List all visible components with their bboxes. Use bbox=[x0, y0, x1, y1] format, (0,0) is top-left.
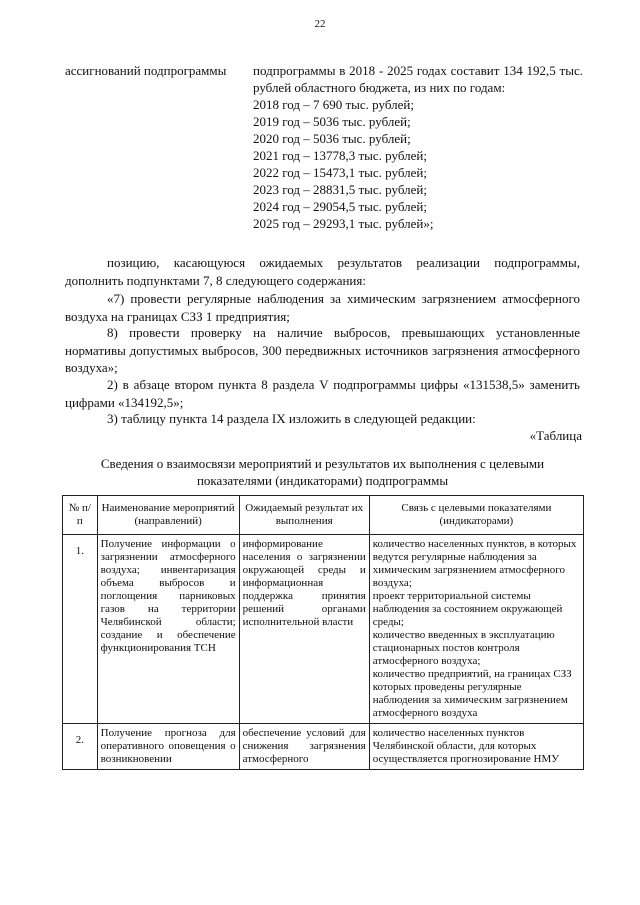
header-activity: Наименование мероприятий (направлений) bbox=[97, 496, 239, 535]
page-number: 22 bbox=[314, 18, 326, 30]
paragraph-table-edit: 3) таблицу пункта 14 раздела IX изложить в следующей редакции: bbox=[107, 411, 476, 426]
paragraph-results: позицию, касающуюся ожидаемых результатов реализации подпрограммы, дополнить подпунктами 7, 8 следующего содержания: bbox=[65, 255, 580, 288]
allocation-label: ассигнований подпрограммы bbox=[65, 63, 227, 78]
paragraph-replace-figures: 2) в абзаце втором пункта 8 раздела V подпрограммы цифры «131538,5» заменить цифрами «134192,5»; bbox=[65, 377, 580, 410]
row-number: 2. bbox=[63, 724, 98, 770]
table-header-row bbox=[63, 496, 584, 535]
row-indicators bbox=[369, 724, 583, 770]
paragraph-item-7: «7) провести регулярные наблюдения за химическим загрязнением атмосферного воздуха на границах СЗЗ 1 предприятия; bbox=[65, 291, 580, 324]
indicators-table bbox=[62, 495, 584, 770]
table-row bbox=[63, 535, 584, 724]
table-row bbox=[63, 724, 584, 770]
row-result: информирование населения о загрязнении окружающей среды и информационная поддержка принятия решений органами исполнительной власти bbox=[239, 535, 369, 724]
year-line: 2021 год – 13778,3 тыс. рублей; bbox=[253, 148, 427, 163]
paragraph-item-8: 8) провести проверку на наличие выбросов, превышающих установленные нормативы допустимых выбросов, 300 передвижных источников загрязнения атмосферного воздуха»; bbox=[65, 325, 580, 375]
table-label: «Таблица bbox=[529, 428, 582, 443]
indicator-item: количество предприятий, на границах СЗЗ которых проведены регулярные наблюдения за химическим загрязнением атмосферного воздуха bbox=[372, 668, 572, 719]
row-activity: Получение информации о загрязнении атмосферного воздуха; инвентаризация объема выбросов и поглощения парниковых газов на территории Челябинской области; создание и обеспечение функционирования ТСН bbox=[97, 535, 239, 724]
indicator-item: проект территориальной системы наблюдения за состоянием окружающей среды; bbox=[372, 590, 563, 628]
table-caption: Сведения о взаимосвязи мероприятий и результатов их выполнения с целевыми показателями (индикаторами) подпрограммы bbox=[100, 456, 545, 488]
year-line: 2018 год – 7 690 тыс. рублей; bbox=[253, 97, 414, 112]
row-result: обеспечение условий для снижения загрязнения атмосферного bbox=[239, 724, 369, 770]
indicator-item: количество введенных в эксплуатацию стационарных постов контроля атмосферного воздуха; bbox=[372, 629, 555, 667]
year-line: 2023 год – 28831,5 тыс. рублей; bbox=[253, 182, 427, 197]
row-indicators bbox=[369, 535, 583, 724]
year-line: 2019 год – 5036 тыс. рублей; bbox=[253, 114, 411, 129]
header-result: Ожидаемый результат их выполнения bbox=[239, 496, 369, 535]
indicator-item: количество населенных пунктов Челябинской области, для которых осуществляется прогнозирование НМУ bbox=[372, 727, 560, 765]
allocation-block bbox=[65, 62, 585, 252]
year-line: 2024 год – 29054,5 тыс. рублей; bbox=[253, 199, 427, 214]
row-activity: Получение прогноза для оперативного оповещения о возникновении bbox=[97, 724, 239, 770]
year-line: 2020 год – 5036 тыс. рублей; bbox=[253, 131, 411, 146]
header-number: № п/п bbox=[63, 496, 98, 535]
year-line: 2025 год – 29293,1 тыс. рублей»; bbox=[253, 216, 434, 231]
indicator-item: количество населенных пунктов, в которых ведутся регулярные наблюдения за химическим загрязнением атмосферного воздуха; bbox=[372, 538, 577, 589]
allocation-text bbox=[253, 62, 583, 232]
year-line: 2022 год – 15473,1 тыс. рублей; bbox=[253, 165, 427, 180]
row-number: 1. bbox=[63, 535, 98, 724]
allocation-intro: подпрограммы в 2018 - 2025 годах составит 134 192,5 тыс. рублей областного бюджета, из них по годам: bbox=[253, 63, 583, 95]
header-indicators: Связь с целевыми показателями (индикаторами) bbox=[369, 496, 583, 535]
